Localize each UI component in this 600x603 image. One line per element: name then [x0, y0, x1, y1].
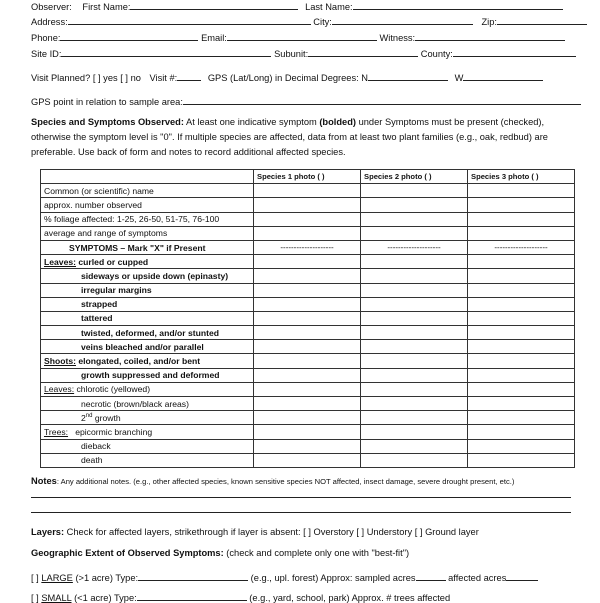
gps-n-field[interactable] — [368, 71, 448, 81]
cell[interactable] — [254, 226, 361, 240]
county-field[interactable] — [453, 47, 576, 57]
table-header-row — [41, 170, 575, 184]
layers-text[interactable]: Check for affected layers, strikethrough if layer is absent: [ ] Overstory [ ] Understory [ ] Ground layer — [64, 527, 479, 537]
site-id-label: Site ID: — [31, 49, 62, 59]
bolded-word: (bolded) — [319, 117, 356, 127]
row-label — [41, 354, 254, 368]
cell[interactable] — [361, 425, 468, 439]
table-row — [41, 453, 575, 467]
cell[interactable] — [468, 340, 575, 354]
small-type-label: (<1 acre) Type: — [71, 593, 137, 603]
table-row — [41, 255, 575, 269]
visit-number-field[interactable] — [177, 71, 201, 81]
row-label: Common (or scientific) name — [41, 184, 254, 198]
gps-point-label: GPS point in relation to sample area: — [31, 97, 183, 107]
large-eg: (e.g., upl. forest) Approx: sampled acres — [250, 573, 416, 583]
table-header-blank — [41, 170, 254, 184]
small-row — [31, 591, 450, 603]
cell[interactable] — [254, 411, 361, 425]
cell[interactable] — [254, 397, 361, 411]
notes-label: Notes — [31, 476, 57, 486]
large-label: LARGE — [41, 573, 73, 583]
cell[interactable] — [254, 326, 361, 340]
table-row — [41, 354, 575, 368]
observer-label: Observer: — [31, 2, 72, 12]
cell[interactable] — [254, 354, 361, 368]
cell[interactable] — [361, 368, 468, 382]
table-row — [41, 439, 575, 453]
cell[interactable] — [254, 340, 361, 354]
row-label — [41, 255, 254, 269]
cell[interactable] — [361, 198, 468, 212]
extent-row — [31, 548, 409, 558]
table-row — [41, 425, 575, 439]
table-row — [41, 212, 575, 226]
symptom-label: twisted, deformed, and/or stunted — [41, 326, 254, 340]
city-label: City: — [313, 17, 332, 27]
dash-cell: -------------------- — [254, 240, 361, 254]
visit-number-label: Visit #: — [149, 73, 178, 83]
cell[interactable] — [468, 198, 575, 212]
extent-text: (check and complete only one with "best-fit") — [223, 548, 410, 558]
affected-acres-label: affected acres — [448, 573, 507, 583]
witness-label: Witness: — [379, 33, 416, 43]
dash-cell: -------------------- — [468, 240, 575, 254]
symptom-label: necrotic (brown/black areas) — [41, 397, 254, 411]
table-row — [41, 297, 575, 311]
leaves2-label: Leaves: — [44, 384, 75, 395]
cell[interactable] — [361, 439, 468, 453]
last-name-label: Last Name: — [305, 2, 353, 12]
witness-field[interactable] — [415, 31, 565, 41]
observer-row — [31, 0, 563, 12]
cell[interactable] — [254, 453, 361, 467]
cell[interactable] — [468, 283, 575, 297]
cell[interactable] — [468, 212, 575, 226]
address-field[interactable] — [68, 15, 311, 25]
table-row — [41, 283, 575, 297]
zip-field[interactable] — [497, 15, 587, 25]
cell[interactable] — [361, 453, 468, 467]
symptom-label: elongated, coiled, and/or bent — [78, 356, 201, 367]
symptoms-header-row — [41, 240, 575, 254]
cell[interactable] — [254, 425, 361, 439]
cell[interactable] — [254, 198, 361, 212]
row-label: % foliage affected: 1-25, 26-50, 51-75, 76-100 — [41, 212, 254, 226]
symptom-label: strapped — [41, 297, 254, 311]
cell[interactable] — [468, 439, 575, 453]
subunit-label: Subunit: — [274, 49, 309, 59]
cell[interactable] — [254, 311, 361, 325]
gps-point-row — [31, 95, 581, 107]
symptoms-header: SYMPTOMS – Mark "X" if Present — [41, 240, 254, 254]
table-row — [41, 368, 575, 382]
cell[interactable] — [254, 255, 361, 269]
cell[interactable] — [468, 269, 575, 283]
row-label — [41, 425, 254, 439]
symptom-label: epicormic branching — [75, 426, 153, 437]
symptom-label: death — [41, 453, 254, 467]
cell[interactable] — [468, 184, 575, 198]
cell[interactable] — [254, 212, 361, 226]
cell[interactable] — [468, 368, 575, 382]
first-name-label: First Name: — [82, 2, 131, 12]
phone-row — [31, 31, 565, 43]
row-label — [41, 382, 254, 396]
cell[interactable] — [361, 311, 468, 325]
gps-label: GPS (Lat/Long) in Decimal Degrees: N — [207, 73, 369, 83]
last-name-field[interactable] — [353, 0, 563, 10]
site-row — [31, 47, 576, 59]
species-text-2: under Symptoms must be present (checked), otherwise the symptom level is "0". If multiple species are affected, data from at least two plant families (e.g., oak, redbud) are preferable. Use back of form and notes to record additional affected species. — [31, 117, 548, 157]
symptom-label: 2nd growth — [41, 411, 254, 425]
affected-acres-field[interactable] — [506, 571, 538, 581]
cell[interactable] — [361, 269, 468, 283]
cell[interactable] — [254, 269, 361, 283]
cell[interactable] — [361, 397, 468, 411]
species-3-header: Species 3 photo ( ) — [468, 170, 575, 184]
address-row — [31, 15, 587, 27]
table-row — [41, 326, 575, 340]
symptom-label: irregular margins — [41, 283, 254, 297]
notes-line-2[interactable] — [31, 503, 571, 515]
table-row — [41, 397, 575, 411]
gps-w-field[interactable] — [463, 71, 543, 81]
large-type-label: (>1 acre) Type: — [72, 573, 139, 583]
cell[interactable] — [361, 184, 468, 198]
cell[interactable] — [254, 184, 361, 198]
table-row — [41, 382, 575, 396]
cell[interactable] — [254, 283, 361, 297]
cell[interactable] — [361, 297, 468, 311]
site-id-field[interactable] — [61, 47, 271, 57]
species-instructions — [31, 115, 576, 160]
symptom-label: chlorotic (yellowed) — [76, 384, 151, 395]
shoots-label: Shoots: — [44, 356, 76, 367]
cell[interactable] — [468, 311, 575, 325]
row-label: approx. number observed — [41, 198, 254, 212]
first-name-field[interactable] — [130, 0, 298, 10]
cell[interactable] — [361, 283, 468, 297]
notes-line-1[interactable] — [31, 488, 571, 500]
species-text-1: At least one indicative symptom — [183, 117, 320, 127]
cell[interactable] — [468, 297, 575, 311]
gps-point-field[interactable] — [183, 95, 581, 105]
county-label: County: — [420, 49, 453, 59]
species-2-header: Species 2 photo ( ) — [361, 170, 468, 184]
species-1-header: Species 1 photo ( ) — [254, 170, 361, 184]
email-label: Email: — [201, 33, 227, 43]
dash-cell: -------------------- — [361, 240, 468, 254]
large-row — [31, 571, 538, 583]
symptom-label: veins bleached and/or parallel — [41, 340, 254, 354]
city-field[interactable] — [332, 15, 473, 25]
large-type-field[interactable] — [138, 571, 248, 581]
layers-row — [31, 527, 479, 537]
cell[interactable] — [254, 297, 361, 311]
cell[interactable] — [361, 255, 468, 269]
trees-label: Trees: — [44, 426, 69, 437]
phone-label: Phone: — [31, 33, 61, 43]
small-eg: (e.g., yard, school, park) Approx. # trees affected — [249, 593, 451, 603]
sampled-acres-field[interactable] — [416, 571, 446, 581]
gps-w-label: W — [454, 73, 464, 83]
table-row — [41, 269, 575, 283]
cell[interactable] — [361, 326, 468, 340]
species-heading: Species and Symptoms Observed: — [31, 117, 184, 127]
subunit-field[interactable] — [308, 47, 418, 57]
cell[interactable] — [361, 354, 468, 368]
row-label: average and range of symptoms — [41, 226, 254, 240]
large-checkbox[interactable]: [ ] — [31, 573, 39, 583]
notes-row — [31, 476, 514, 486]
symptom-label: tattered — [41, 311, 254, 325]
cell[interactable] — [468, 354, 575, 368]
cell[interactable] — [254, 439, 361, 453]
cell[interactable] — [468, 411, 575, 425]
table-row — [41, 311, 575, 325]
cell[interactable] — [361, 340, 468, 354]
zip-label: Zip: — [481, 17, 497, 27]
leaves-label: Leaves: — [44, 256, 77, 267]
visit-row — [31, 71, 543, 83]
cell[interactable] — [468, 425, 575, 439]
symptom-label: curled or cupped — [78, 256, 149, 267]
table-row — [41, 184, 575, 198]
table-row — [41, 340, 575, 354]
layers-label: Layers: — [31, 527, 65, 537]
symptom-label: dieback — [41, 439, 254, 453]
cell[interactable] — [468, 397, 575, 411]
cell[interactable] — [361, 226, 468, 240]
symptoms-table — [40, 169, 575, 468]
symptom-label: sideways or upside down (epinasty) — [41, 269, 254, 283]
cell[interactable] — [254, 368, 361, 382]
cell[interactable] — [468, 326, 575, 340]
cell[interactable] — [468, 382, 575, 396]
cell[interactable] — [361, 212, 468, 226]
symptom-label: growth suppressed and deformed — [41, 368, 254, 382]
cell[interactable] — [468, 226, 575, 240]
table-row — [41, 226, 575, 240]
cell[interactable] — [254, 382, 361, 396]
extent-label: Geographic Extent of Observed Symptoms: — [31, 548, 224, 558]
address-label: Address: — [31, 17, 68, 27]
visit-planned[interactable]: Visit Planned? [ ] yes [ ] no — [31, 73, 141, 83]
cell[interactable] — [468, 255, 575, 269]
table-row — [41, 198, 575, 212]
small-checkbox[interactable]: [ ] — [31, 593, 39, 603]
cell[interactable] — [361, 411, 468, 425]
cell[interactable] — [361, 382, 468, 396]
notes-text: : Any additional notes. (e.g., other affected species, known sensitive species NOT affected, insect damage, severe drought present, etc.) — [56, 477, 515, 486]
cell[interactable] — [468, 453, 575, 467]
table-row — [41, 411, 575, 425]
phone-field[interactable] — [60, 31, 198, 41]
small-label: SMALL — [41, 593, 72, 603]
email-field[interactable] — [227, 31, 377, 41]
